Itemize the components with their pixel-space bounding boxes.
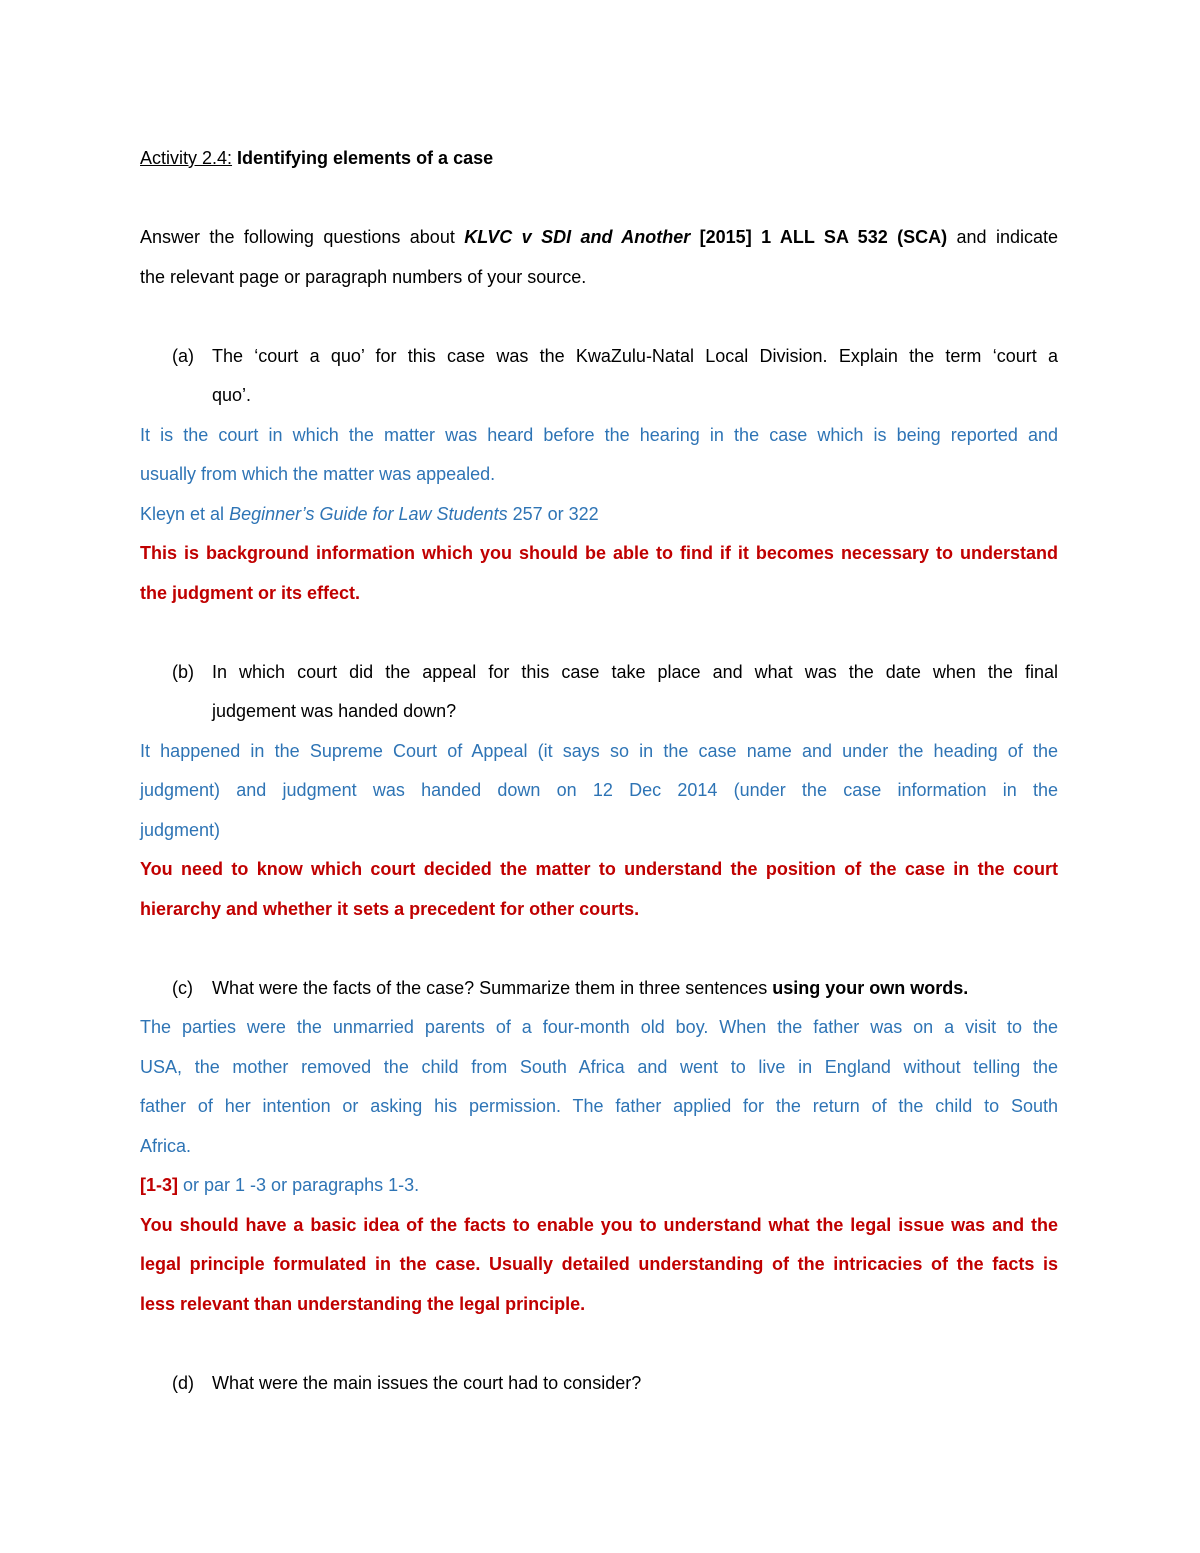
book-title: Beginner’s Guide for Law Students <box>229 503 508 524</box>
answer-b-line-1: It happened in the Supreme Court of Appeal (it says so in the case name and under the heading of the <box>140 740 1058 761</box>
intro-line-2: the relevant page or paragraph numbers of your source. <box>140 266 587 287</box>
answer-c-line-4: Africa. <box>140 1135 192 1156</box>
activity-heading <box>140 139 1058 179</box>
spacer <box>140 1324 1058 1364</box>
question-b <box>140 653 1058 693</box>
spacer <box>140 613 1058 653</box>
document-page <box>140 139 1058 1403</box>
question-c-text: What were the facts of the case? Summarize them in three sentences using your own words. <box>212 977 969 998</box>
answer-a-line-1: It is the court in which the matter was heard before the hearing in the case which is being reported and <box>140 424 1058 445</box>
answer-a-line-2: usually from which the matter was appealed. <box>140 464 496 484</box>
question-c-number: (c) <box>172 977 193 998</box>
note-c-line-2: legal principle formulated in the case. Usually detailed understanding of the intricacies of the facts is <box>140 1254 1058 1274</box>
question-c <box>140 969 1058 1009</box>
activity-label: Activity 2.4: <box>140 148 233 168</box>
question-d-text: What were the main issues the court had to consider? <box>212 1372 642 1393</box>
intro-line-1: Answer the following questions about KLVC v SDI and Another [2015] 1 ALL SA 532 (SCA) and indicate <box>140 227 1059 247</box>
question-c-emphasis: using your own words. <box>772 977 969 998</box>
question-a-text-2: quo’. <box>212 385 252 405</box>
spacer <box>140 929 1058 969</box>
note-a-line-2: the judgment or its effect. <box>140 582 361 603</box>
question-b-number: (b) <box>172 661 194 682</box>
question-a <box>140 337 1058 377</box>
answer-b-line-3: judgment) <box>140 819 221 840</box>
question-a-number: (a) <box>172 345 194 366</box>
answer-c-reference: [1-3] or par 1 -3 or paragraphs 1-3. <box>140 1175 420 1195</box>
answer-c-line-2: USA, the mother removed the child from South Africa and went to live in England without telling the <box>140 1056 1058 1077</box>
spacer <box>140 297 1058 337</box>
question-d-number: (d) <box>172 1372 194 1393</box>
note-c-line-3: less relevant than understanding the legal principle. <box>140 1293 586 1314</box>
spacer <box>140 179 1058 219</box>
answer-c-line-3: father of her intention or asking his permission. The father applied for the return of the child to South <box>140 1096 1058 1116</box>
activity-title: Identifying elements of a case <box>232 148 494 168</box>
question-d <box>140 1364 1058 1404</box>
question-b-text: In which court did the appeal for this case take place and what was the date when the final <box>212 661 1058 682</box>
answer-c-line-1: The parties were the unmarried parents of a four-month old boy. When the father was on a visit to the <box>140 1017 1058 1037</box>
case-name: KLVC v SDI and Another <box>464 227 691 247</box>
paragraph-ref: [1-3] <box>140 1175 179 1195</box>
note-a-line-1: This is background information which you should be able to find if it becomes necessary to understand <box>140 543 1058 563</box>
note-b-line-2: hierarchy and whether it sets a precedent for other courts. <box>140 898 640 919</box>
answer-a-reference: Kleyn et al Beginner’s Guide for Law Students 257 or 322 <box>140 503 599 524</box>
answer-b-line-2: judgment) and judgment was handed down on 12 Dec 2014 (under the case information in the <box>140 780 1058 800</box>
note-b-line-1: You need to know which court decided the matter to understand the position of the case in the court <box>140 859 1058 879</box>
question-b-text-2: judgement was handed down? <box>212 701 457 721</box>
note-c-line-1: You should have a basic idea of the facts to enable you to understand what the legal issue was and the <box>140 1214 1058 1235</box>
case-citation: [2015] 1 ALL SA 532 (SCA) <box>690 227 948 247</box>
question-a-text: The ‘court a quo’ for this case was the KwaZulu-Natal Local Division. Explain the term ‘court a <box>212 345 1058 366</box>
